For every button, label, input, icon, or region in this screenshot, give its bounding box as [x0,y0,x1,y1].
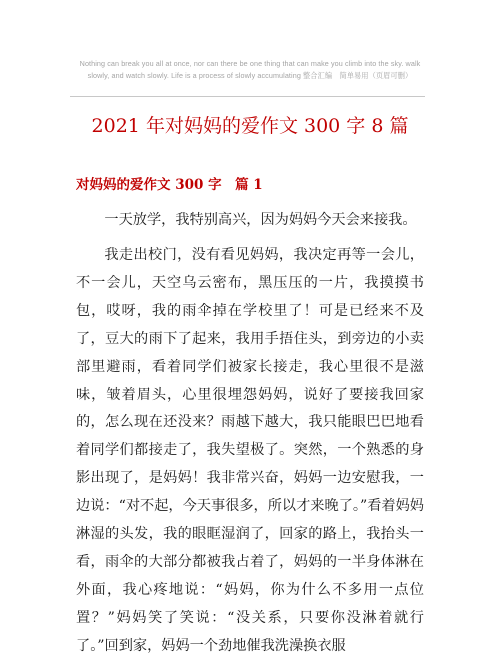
page-header-note: Nothing can break you all at once, nor can there be one thing that can make you climb into the sky. walk slowly, and watch slowly. Life is a process of slowly accumulating 整合汇编 简单易用（页眉可删） [79,59,421,80]
document-title: 2021 年对妈妈的爱作文 300 字 8 篇 [91,115,409,137]
body-paragraph: 一天放学，我特别高兴，因为妈妈今天会来接我。 [104,212,417,228]
body-paragraph: 我走出校门，没有看见妈妈，我决定再等一会儿，不一会儿，天空乌云密布，黑压压的一片，我摸摸书包，哎呀，我的雨伞掉在学校里了！可是已经来不及了，豆大的雨下了起来，我用手捂住头，到旁边的小卖部里避雨，看着同学们被家长接走，我心里很不是滋味，皱着眉头，心里很埋怨妈妈，说好了要接我回家的，怎么现在还没来？雨越下越大，我只能眼巴巴地看着同学们都接走了，我失望极了。突然，一个熟悉的身影出现了，是妈妈！我非常兴奋，妈妈一边安慰我，一边说：“对不起，今天事很多，所以才来晚了。”看着妈妈淋湿的头发，我的眼眶湿润了，回家的路上，我抬头一看，雨伞的大部分都被我占着了，妈妈的一半身体淋在外面，我心疼地说：“妈妈，你为什么不多用一点位置？”妈妈笑了笑说：“没关系，只要你没淋着就行了。”回到家，妈妈一个劲地催我洗澡换衣服 [76,247,424,654]
header-divider [70,96,425,97]
section-heading: 对妈妈的爱作文 300 字 篇 1 [76,177,263,193]
